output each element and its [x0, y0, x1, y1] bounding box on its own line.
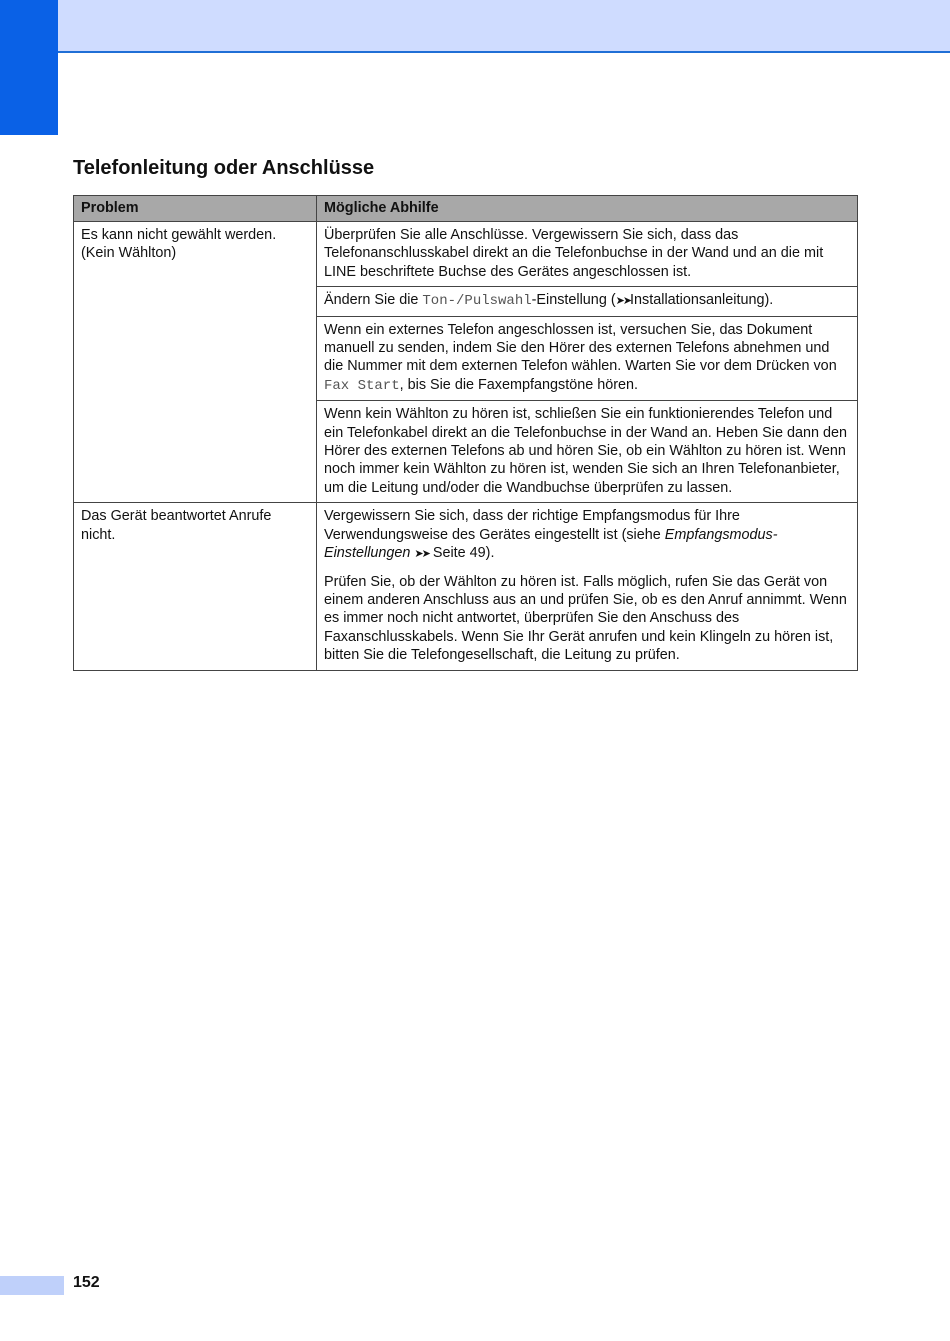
troubleshooting-table [73, 195, 858, 671]
remedy-cell: Überprüfen Sie alle Anschlüsse. Vergewissern Sie sich, dass das Telefonanschlusskabel direkt an die Telefonbuchse in der Wand und an die mit LINE beschriftete Buchse des Gerätes angeschlossen ist. [317, 222, 858, 287]
remedy-text: Vergewissern Sie sich, dass der richtige Empfangsmodus für Ihre Verwendungsweise des Gerätes eingestellt ist (siehe [324, 508, 740, 543]
double-arrow-icon: ➤➤ [414, 548, 429, 561]
column-header-problem: Problem [74, 196, 317, 222]
remedy-cell [317, 287, 858, 316]
reference-link: Installationsanleitung). [630, 292, 774, 309]
problem-cell: Es kann nicht gewählt werden. (Kein Wählton) [74, 222, 317, 503]
remedy-paragraph [324, 507, 850, 563]
header-band [0, 0, 950, 53]
remedy-cell: Wenn kein Wählton zu hören ist, schließen Sie ein funktionierendes Telefon und ein Telefonkabel direkt an die Telefonbuchse in der Wand an. Heben Sie dann den Hörer des externen Telefons ab und hören Sie, ob ein Wählton zu hören ist. Wenn noch immer kein Wählton zu hören ist, wenden Sie sich an Ihren Telefonanbieter, um die Leitung und/oder die Wandbuchse überprüfen zu lassen. [317, 401, 858, 503]
key-name: Fax Start [324, 377, 400, 394]
remedy-cell [317, 316, 858, 401]
remedy-text: Seite 49). [428, 545, 495, 562]
remedy-text: , bis Sie die Faxempfangstöne hören. [399, 376, 639, 393]
remedy-text: -Einstellung ( [531, 292, 616, 309]
setting-name: Ton-/Pulswahl [422, 293, 532, 310]
chapter-tab [0, 0, 58, 135]
table-row [74, 503, 858, 670]
remedy-cell [317, 503, 858, 670]
column-header-remedy: Mögliche Abhilfe [317, 196, 858, 222]
remedy-text: Wenn ein externes Telefon angeschlossen ist, versuchen Sie, das Dokument manuell zu senden, indem Sie den Hörer des externen Telefons abnehmen und die Nummer mit dem externen Telefon wählen. Warten Sie vor dem Drücken von [324, 321, 837, 375]
remedy-text: Ändern Sie die [324, 292, 423, 309]
table-row [74, 222, 858, 287]
table-header-row [74, 196, 858, 222]
reference-link: Empfangsmodus-Einstellungen [324, 526, 778, 562]
section-title: Telefonleitung oder Anschlüsse [73, 157, 375, 179]
page-number-bar [0, 1276, 64, 1295]
page-number: 152 [73, 1274, 100, 1291]
remedy-paragraph: Prüfen Sie, ob der Wählton zu hören ist. Falls möglich, rufen Sie das Gerät von einem anderen Anschluss aus an und prüfen Sie, ob es den Anruf annimmt. Wenn es immer noch nicht antwortet, überprüfen Sie den Anschuss des Faxanschlusskabels. Wenn Sie Ihr Gerät anrufen und kein Klingeln zu hören ist, bitten Sie die Telefongesellschaft, die Leitung zu prüfen. [324, 573, 847, 664]
double-arrow-icon: ➤➤ [615, 295, 631, 308]
problem-cell: Das Gerät beantwortet Anrufe nicht. [74, 503, 317, 670]
